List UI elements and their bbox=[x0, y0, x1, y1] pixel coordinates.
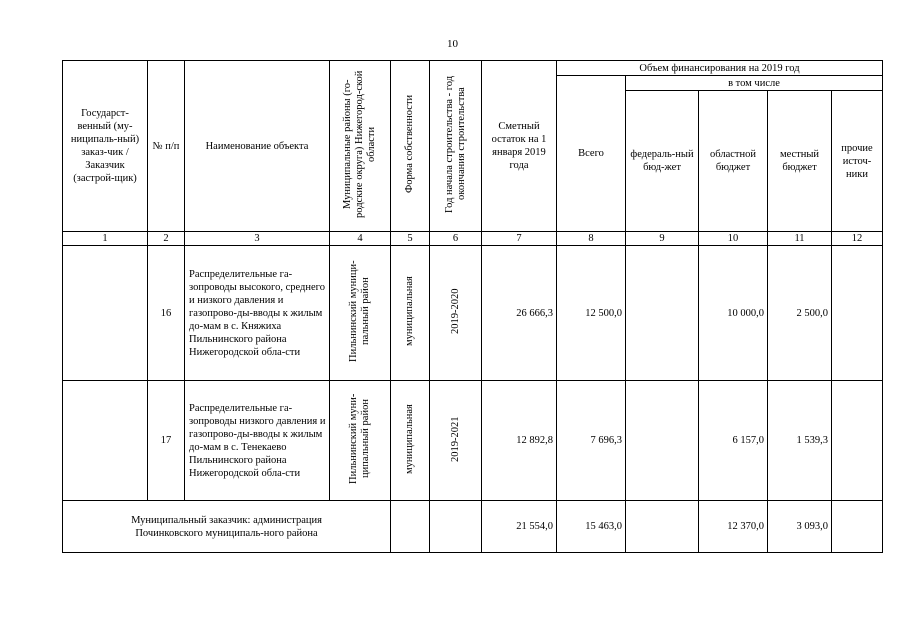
column-number: 10 bbox=[699, 232, 768, 246]
row-other bbox=[832, 381, 883, 501]
row-district bbox=[330, 381, 391, 501]
summary-years bbox=[430, 501, 482, 553]
column-number: 7 bbox=[482, 232, 557, 246]
row-ownership bbox=[391, 246, 430, 381]
row-district-text: Пильнинский муни-ципальный район bbox=[348, 393, 371, 484]
column-number-row bbox=[63, 232, 883, 246]
column-number: 1 bbox=[63, 232, 148, 246]
header-including: в том числе bbox=[626, 76, 883, 91]
row-ownership-text: муниципальная bbox=[404, 403, 415, 474]
row-customer bbox=[63, 381, 148, 501]
header-funding-group: Объем финансирования на 2019 год bbox=[557, 61, 883, 76]
summary-estimate: 21 554,0 bbox=[482, 501, 557, 553]
table-row bbox=[63, 381, 883, 501]
header-customer: Государст-венный (му-ниципаль-ный) заказ-чик / Заказчик (застрой-щик) bbox=[63, 61, 148, 232]
row-years bbox=[430, 381, 482, 501]
table-row bbox=[63, 246, 883, 381]
row-ownership bbox=[391, 381, 430, 501]
row-local: 1 539,3 bbox=[768, 381, 832, 501]
row-ownership-text: муниципальная bbox=[404, 276, 415, 346]
header-total: Всего bbox=[557, 76, 626, 232]
column-number: 4 bbox=[330, 232, 391, 246]
page-number: 10 bbox=[447, 38, 458, 50]
header-row-no: № п/п bbox=[148, 61, 185, 232]
row-other bbox=[832, 246, 883, 381]
header-years-text: Год начала строительства - год окончания строительства bbox=[443, 75, 467, 213]
header-local: местный бюджет bbox=[768, 91, 832, 232]
row-total: 7 696,3 bbox=[557, 381, 626, 501]
row-regional: 6 157,0 bbox=[699, 381, 768, 501]
column-number: 12 bbox=[832, 232, 883, 246]
header-other: прочие источ-ники bbox=[832, 91, 883, 232]
row-object-name: Распределительные га-зопроводы высокого, среднего и низкого давления и газопрово-ды-вводы к жилым до-мам в с. Княжиха Пильнинского района Нижегородской обла-сти bbox=[185, 246, 330, 381]
column-number: 8 bbox=[557, 232, 626, 246]
column-number: 11 bbox=[768, 232, 832, 246]
row-regional: 10 000,0 bbox=[699, 246, 768, 381]
row-federal bbox=[626, 246, 699, 381]
financing-table bbox=[62, 60, 883, 553]
summary-other bbox=[832, 501, 883, 553]
row-years-text: 2019-2020 bbox=[449, 288, 461, 334]
header-ownership-text: Форма собственности bbox=[404, 94, 415, 194]
row-federal bbox=[626, 381, 699, 501]
summary-local: 3 093,0 bbox=[768, 501, 832, 553]
summary-federal bbox=[626, 501, 699, 553]
header-object-name: Наименование объекта bbox=[185, 61, 330, 232]
summary-label bbox=[63, 501, 391, 553]
row-estimate: 12 892,8 bbox=[482, 381, 557, 501]
row-years-text: 2019-2021 bbox=[449, 415, 461, 462]
column-number: 3 bbox=[185, 232, 330, 246]
summary-ownership bbox=[391, 501, 430, 553]
header-district-text: Муниципальные районы (го-родские округа) Нижегород-ской области bbox=[342, 70, 377, 218]
header-years bbox=[430, 61, 482, 232]
summary-regional: 12 370,0 bbox=[699, 501, 768, 553]
header-estimate: Сметный остаток на 1 января 2019 года bbox=[482, 61, 557, 232]
column-number: 9 bbox=[626, 232, 699, 246]
header-regional: областной бюджет bbox=[699, 91, 768, 232]
row-estimate: 26 666,3 bbox=[482, 246, 557, 381]
row-number: 17 bbox=[148, 381, 185, 501]
row-district-text: Пильнинский муници-пальный район bbox=[348, 260, 371, 362]
summary-label-text: Муниципальный заказчик: администрация Починковского муниципаль-ного района bbox=[131, 514, 322, 539]
header-federal: федераль-ный бюд-жет bbox=[626, 91, 699, 232]
row-total: 12 500,0 bbox=[557, 246, 626, 381]
header-ownership bbox=[391, 61, 430, 232]
row-object-name: Распределительные га-зопроводы низкого давления и газопрово-ды-вводы к жилым до-мам в с. Тенекаево Пильнинского района Нижегородской обла-сти bbox=[185, 381, 330, 501]
row-district bbox=[330, 246, 391, 381]
column-number: 6 bbox=[430, 232, 482, 246]
header-district bbox=[330, 61, 391, 232]
row-customer bbox=[63, 246, 148, 381]
row-years bbox=[430, 246, 482, 381]
summary-total: 15 463,0 bbox=[557, 501, 626, 553]
summary-row bbox=[63, 501, 883, 553]
row-local: 2 500,0 bbox=[768, 246, 832, 381]
column-number: 5 bbox=[391, 232, 430, 246]
row-number: 16 bbox=[148, 246, 185, 381]
column-number: 2 bbox=[148, 232, 185, 246]
